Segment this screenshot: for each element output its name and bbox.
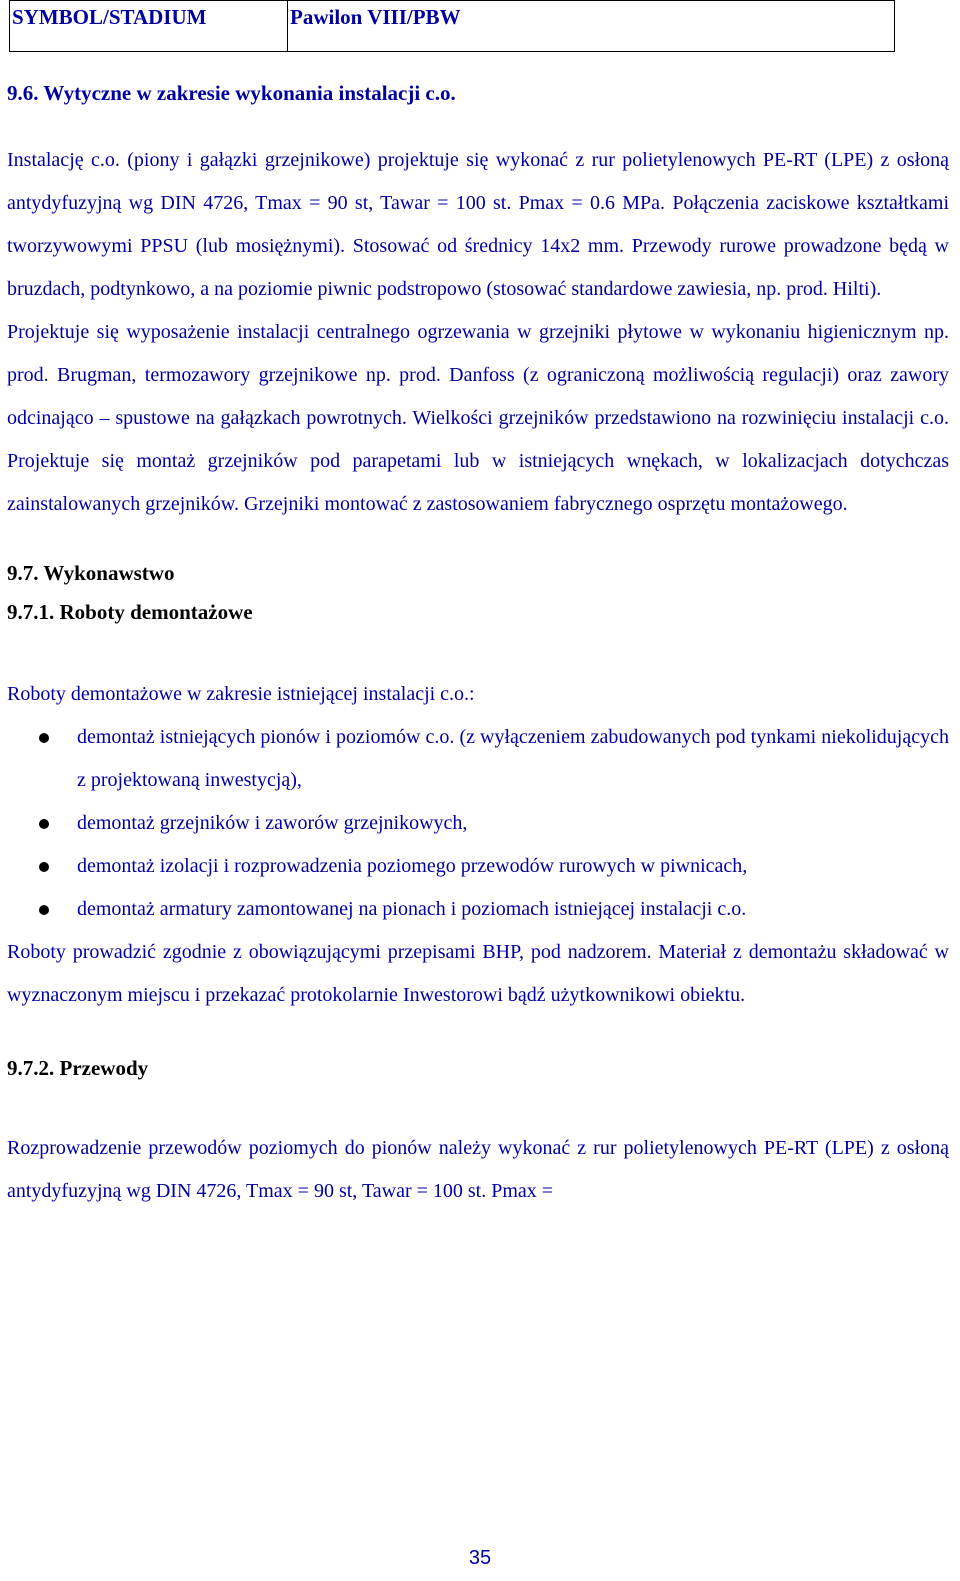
header-pavilion: Pawilon VIII/PBW: [290, 5, 461, 29]
section-9-7-2-paragraph: Rozprowadzenie przewodów poziomych do pionów należy wykonać z rur polietylenowych PE-RT (LPE) z osłoną antydyfuzyjną wg DIN 4726, Tmax = 90 st, Tawar = 100 st. Pmax =: [7, 1137, 949, 1202]
list-item: demontaż grzejników i zaworów grzejnikowych,: [7, 802, 949, 845]
demolition-list: [7, 716, 949, 931]
document-body: [7, 78, 949, 1213]
header-symbol: SYMBOL/STADIUM: [10, 1, 288, 51]
demolition-closing: Roboty prowadzić zgodnie z obowiązującymi przepisami BHP, pod nadzorem. Materiał z demontażu składować w wyznaczonym miejscu i przekazać protokolarnie Inwestorowi bądź użytkownikowi obiektu.: [7, 941, 949, 1006]
section-9-6-heading: 9.6. Wytyczne w zakresie wykonania instalacji c.o.: [7, 81, 456, 105]
section-9-7-2-heading: 9.7.2. Przewody: [7, 1056, 149, 1080]
section-9-6-paragraph-1: Instalację c.o. (piony i gałązki grzejnikowe) projektuje się wykonać z rur polietylenowych PE-RT (LPE) z osłoną antydyfuzyjną wg DIN 4726, Tmax = 90 st, Tawar = 100 st. Pmax = 0.6 MPa. Połączenia zaciskowe kształtkami tworzywowymi PPSU (lub mosiężnymi). Stosować od średnicy 14x2 mm. Przewody rurowe prowadzone będą w bruzdach, podtynkowo, a na poziomie piwnic podstropowo (stosować standardowe zawiesia, np. prod. Hilti).: [7, 149, 949, 300]
list-item: demontaż armatury zamontowanej na pionach i poziomach istniejącej instalacji c.o.: [7, 888, 949, 931]
list-item: demontaż istniejących pionów i poziomów c.o. (z wyłączeniem zabudowanych pod tynkami niekolidujących z projektowaną inwestycją),: [7, 716, 949, 802]
list-item: demontaż izolacji i rozprowadzenia poziomego przewodów rurowych w piwnicach,: [7, 845, 949, 888]
page-number: 35: [468, 1547, 492, 1569]
section-9-7-1-heading: 9.7.1. Roboty demontażowe: [7, 600, 253, 624]
demolition-intro: Roboty demontażowe w zakresie istniejącej instalacji c.o.:: [7, 683, 475, 705]
section-9-7-heading: 9.7. Wykonawstwo: [7, 561, 175, 585]
section-9-6-paragraph-2: Projektuje się wyposażenie instalacji centralnego ogrzewania w grzejniki płytowe w wykonaniu higienicznym np. prod. Brugman, termozawory grzejnikowe np. prod. Danfoss (z ograniczoną możliwością regulacji) oraz zawory odcinająco – spustowe na gałązkach powrotnych. Wielkości grzejników przedstawiono na rozwinięciu instalacji c.o. Projektuje się montaż grzejników pod parapetami lub w istniejących wnękach, w lokalizacjach dotychczas zainstalowanych grzejników. Grzejniki montować z zastosowaniem fabrycznego osprzętu montażowego.: [7, 321, 949, 515]
header-table: [9, 0, 895, 52]
